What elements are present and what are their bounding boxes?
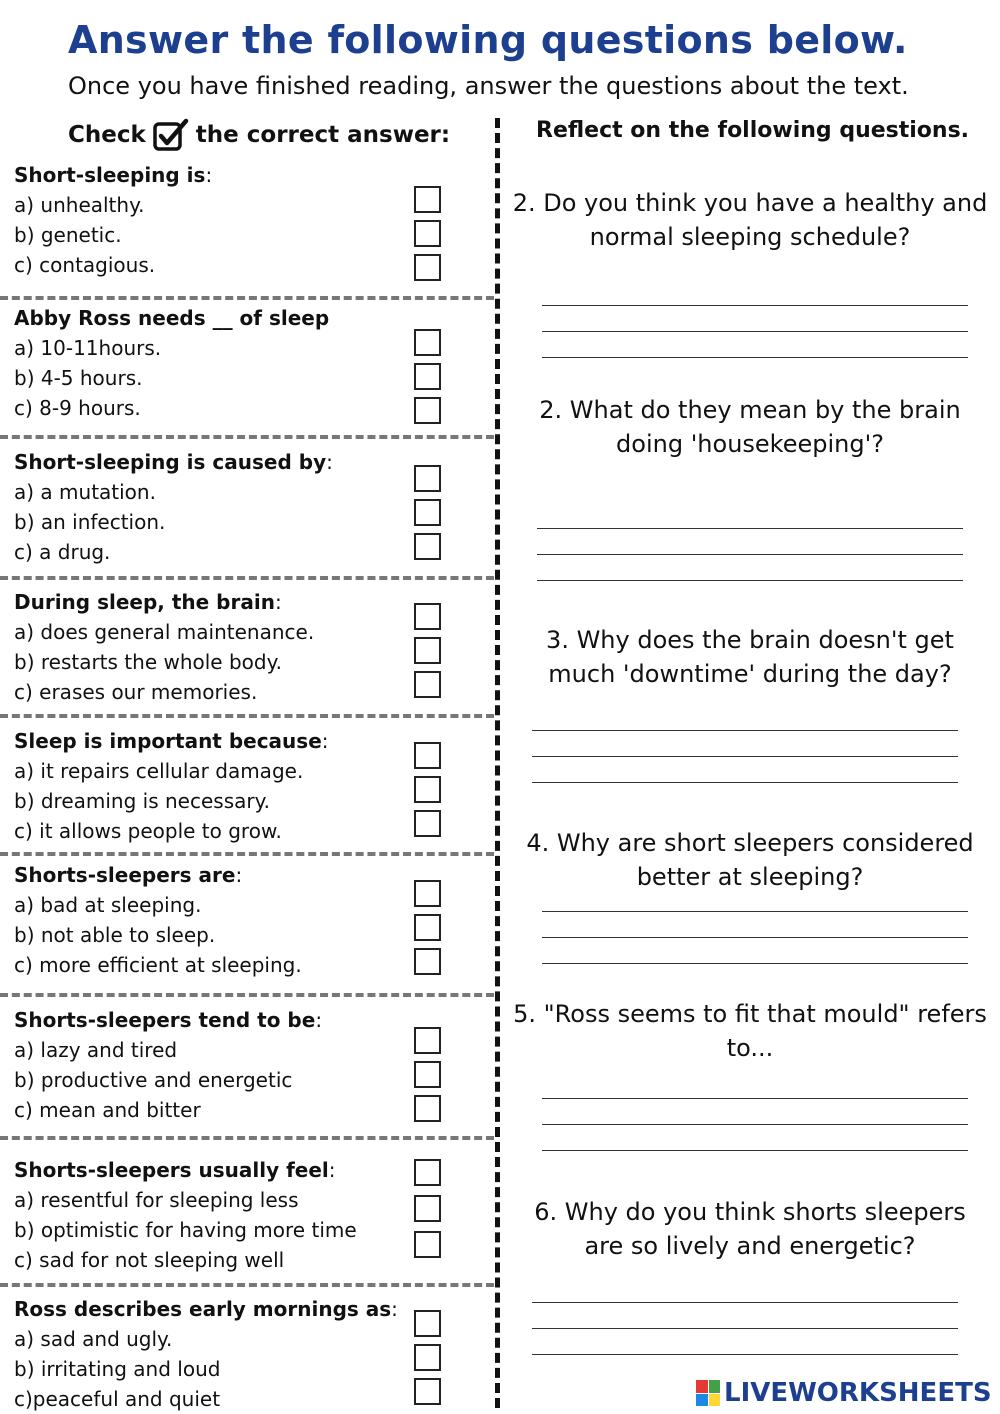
mc-question-9 xyxy=(14,1294,494,1414)
answer-line[interactable] xyxy=(542,911,968,912)
mc-question-2 xyxy=(14,303,494,423)
option-a: a) 10-11hours. xyxy=(14,336,162,360)
checkbox-checked-icon xyxy=(152,118,190,152)
option-b: b) 4-5 hours. xyxy=(14,366,143,390)
mc-question-8 xyxy=(14,1155,494,1275)
answer-checkbox-a[interactable] xyxy=(414,465,441,492)
answer-checkbox-a[interactable] xyxy=(414,603,441,630)
question-text: Abby Ross needs __ of sleep xyxy=(14,306,330,330)
answer-checkbox-b[interactable] xyxy=(414,363,441,390)
answer-line[interactable] xyxy=(537,554,963,555)
question-separator xyxy=(0,993,494,997)
question-text: Shorts-sleepers are: xyxy=(14,863,243,887)
question-text: During sleep, the brain: xyxy=(14,590,282,614)
answer-line[interactable] xyxy=(542,937,968,938)
answer-line[interactable] xyxy=(542,331,968,332)
option-b: b) productive and energetic xyxy=(14,1068,293,1092)
option-a: a) does general maintenance. xyxy=(14,620,315,644)
answer-checkbox-c[interactable] xyxy=(414,948,441,975)
option-c: c) erases our memories. xyxy=(14,680,258,704)
answer-line[interactable] xyxy=(532,1354,958,1355)
answer-checkbox-c[interactable] xyxy=(414,254,441,281)
column-divider xyxy=(495,118,500,1408)
left-header-suffix: the correct answer: xyxy=(195,122,451,148)
answer-checkbox-a[interactable] xyxy=(414,329,441,356)
question-separator xyxy=(0,435,494,439)
left-header-prefix: Check xyxy=(68,122,146,148)
mc-question-4 xyxy=(14,587,494,707)
question-separator xyxy=(0,852,494,856)
answer-line[interactable] xyxy=(532,756,958,757)
answer-checkbox-a[interactable] xyxy=(414,186,441,213)
answer-line[interactable] xyxy=(542,1098,968,1099)
answer-checkbox-b[interactable] xyxy=(414,1344,441,1371)
question-text: Short-sleeping is: xyxy=(14,163,213,187)
option-c: c) it allows people to grow. xyxy=(14,819,282,843)
mc-question-7 xyxy=(14,1005,494,1125)
answer-line[interactable] xyxy=(532,1328,958,1329)
answer-checkbox-b[interactable] xyxy=(414,637,441,664)
logo-text: LIVEWORKSHEETS xyxy=(724,1378,992,1408)
answer-line[interactable] xyxy=(532,1302,958,1303)
question-text: Short-sleeping is caused by: xyxy=(14,450,333,474)
answer-checkbox-a[interactable] xyxy=(414,1310,441,1337)
answer-checkbox-c[interactable] xyxy=(414,1378,441,1405)
answer-line[interactable] xyxy=(537,580,963,581)
answer-checkbox-c[interactable] xyxy=(414,1231,441,1258)
answer-line[interactable] xyxy=(537,528,963,529)
left-section-header xyxy=(68,118,450,152)
reflect-question-3: 3. Why does the brain doesn't get much 'downtime' during the day? xyxy=(546,626,954,688)
answer-checkbox-a[interactable] xyxy=(414,1159,441,1186)
answer-checkbox-b[interactable] xyxy=(414,1061,441,1088)
page-subtitle: Once you have finished reading, answer the questions about the text. xyxy=(68,72,909,100)
page-title: Answer the following questions below. xyxy=(68,18,908,62)
answer-checkbox-b[interactable] xyxy=(414,776,441,803)
answer-checkbox-b[interactable] xyxy=(414,220,441,247)
option-c: c) a drug. xyxy=(14,540,111,564)
option-b: b) restarts the whole body. xyxy=(14,650,282,674)
option-a: a) lazy and tired xyxy=(14,1038,178,1062)
answer-line[interactable] xyxy=(542,305,968,306)
answer-checkbox-c[interactable] xyxy=(414,397,441,424)
mc-question-5 xyxy=(14,726,494,846)
answer-line[interactable] xyxy=(542,1124,968,1125)
answer-line[interactable] xyxy=(532,730,958,731)
option-a: a) unhealthy. xyxy=(14,193,145,217)
mc-question-3 xyxy=(14,447,494,567)
question-separator xyxy=(0,296,494,300)
question-text: Sleep is important because: xyxy=(14,729,329,753)
question-separator xyxy=(0,1136,494,1140)
option-a: a) sad and ugly. xyxy=(14,1327,173,1351)
option-c: c)peaceful and quiet xyxy=(14,1387,221,1411)
reflect-question-6: 6. Why do you think shorts sleepers are so lively and energetic? xyxy=(534,1198,966,1260)
answer-checkbox-a[interactable] xyxy=(414,1027,441,1054)
question-separator xyxy=(0,576,494,580)
answer-line[interactable] xyxy=(542,1150,968,1151)
answer-checkbox-b[interactable] xyxy=(414,914,441,941)
reflect-question-4: 4. Why are short sleepers considered better at sleeping? xyxy=(526,829,974,891)
option-a: a) resentful for sleeping less xyxy=(14,1188,299,1212)
answer-checkbox-a[interactable] xyxy=(414,742,441,769)
question-separator xyxy=(0,714,494,718)
mc-question-6 xyxy=(14,860,494,980)
option-c: c) mean and bitter xyxy=(14,1098,201,1122)
answer-line[interactable] xyxy=(542,963,968,964)
question-text: Shorts-sleepers tend to be: xyxy=(14,1008,323,1032)
answer-checkbox-c[interactable] xyxy=(414,1095,441,1122)
reflect-question-1: 2. Do you think you have a healthy and normal sleeping schedule? xyxy=(512,189,988,251)
option-b: b) optimistic for having more time xyxy=(14,1218,357,1242)
answer-checkbox-c[interactable] xyxy=(414,533,441,560)
option-c: c) contagious. xyxy=(14,253,156,277)
option-b: b) not able to sleep. xyxy=(14,923,216,947)
option-c: c) sad for not sleeping well xyxy=(14,1248,285,1272)
option-c: c) more efficient at sleeping. xyxy=(14,953,302,977)
logo-mark-icon xyxy=(696,1380,720,1406)
answer-line[interactable] xyxy=(532,782,958,783)
option-c: c) 8-9 hours. xyxy=(14,396,141,420)
answer-checkbox-c[interactable] xyxy=(414,810,441,837)
question-text: Ross describes early mornings as: xyxy=(14,1297,398,1321)
answer-checkbox-b[interactable] xyxy=(414,1195,441,1222)
liveworksheets-logo xyxy=(696,1378,992,1408)
reflect-question-2: 2. What do they mean by the brain doing 'housekeeping'? xyxy=(539,396,961,458)
answer-checkbox-b[interactable] xyxy=(414,499,441,526)
question-separator xyxy=(0,1283,494,1287)
option-b: b) irritating and loud xyxy=(14,1357,221,1381)
option-b: b) genetic. xyxy=(14,223,122,247)
option-a: a) bad at sleeping. xyxy=(14,893,202,917)
right-section-header: Reflect on the following questions. xyxy=(536,118,970,143)
mc-question-1 xyxy=(14,160,494,280)
option-a: a) a mutation. xyxy=(14,480,156,504)
answer-checkbox-c[interactable] xyxy=(414,671,441,698)
answer-line[interactable] xyxy=(542,357,968,358)
option-b: b) dreaming is necessary. xyxy=(14,789,270,813)
question-text: Shorts-sleepers usually feel: xyxy=(14,1158,336,1182)
answer-checkbox-a[interactable] xyxy=(414,880,441,907)
reflect-question-5: 5. "Ross seems to fit that mould" refers to... xyxy=(513,1000,987,1062)
option-b: b) an infection. xyxy=(14,510,166,534)
option-a: a) it repairs cellular damage. xyxy=(14,759,304,783)
